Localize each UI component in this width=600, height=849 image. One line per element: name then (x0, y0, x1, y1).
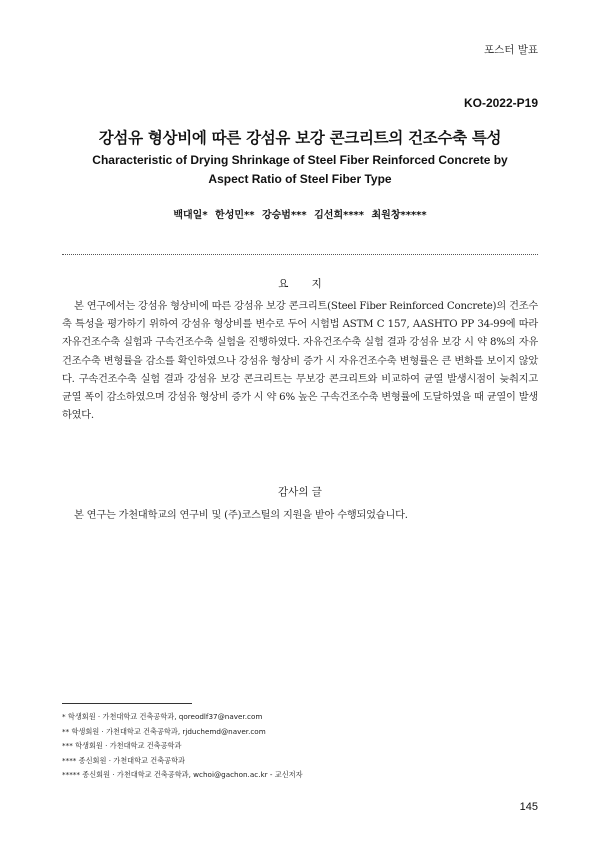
acknowledgement-body: 본 연구는 가천대학교의 연구비 및 (주)코스틸의 지원을 받아 수행되었습니다. (74, 510, 408, 521)
footnote-2: ** 학생회원 · 가천대학교 건축공학과, rjduchemd@naver.com (62, 726, 266, 736)
section-divider (62, 254, 538, 255)
footnote-4: **** 종신회원 · 가천대학교 건축공학과 (62, 755, 186, 765)
author-list: 백대일* 한성민** 강승범*** 김선희**** 최원창***** (173, 210, 427, 221)
acknowledgement-heading: 감사의 글 (278, 486, 322, 498)
footnote-1: * 학생회원 · 가천대학교 건축공학과, qoreodlf37@naver.com (62, 712, 263, 721)
title-english: Characteristic of Drying Shrinkage of Steel Fiber Reinforced Concrete by Aspect Ratio of Steel Fiber Type (92, 153, 508, 186)
abstract-heading: 요 지 (278, 278, 332, 290)
footnotes (62, 710, 303, 783)
footnote-3: *** 학생회원 · 가천대학교 건축공학과 (62, 741, 182, 751)
abstract-body: 본 연구에서는 강섬유 형상비에 따른 강섬유 보강 콘크리트(Steel Fiber Reinforced Concrete)의 건조수축 특성을 평가하기 위하여 강섬유 형상비를 변수로 두어 시험법 ASTM C 157, AASHTO PP 34-99에 따라 자유건조수축 실험과 구속건조수축 실험을 진행하였다. 자유건조수축 실험 결과 강섬유 보강 시 약 8%의 자유건조수축 변형률을 감소를 확인하였으나 강섬유 형상비 증가 시 자유건조수축 변형률은 큰 변화를 보이지 않았다. 구속건조수축 실험 결과 강섬유 보강 콘크리트는 무보강 콘크리트와 비교하여 균열 발생시점이 늦춰지고 균열 폭이 감소하였으며 강섬유 형상비 증가 시 약 6% 높은 구속건조수축 변형률에 도달하였을 때 균열이 발생하였다. (62, 301, 538, 422)
title-korean: 강섬유 형상비에 따른 강섬유 보강 콘크리트의 건조수축 특성 (98, 129, 502, 147)
page-number: 145 (519, 801, 538, 813)
footnote-divider (62, 703, 192, 704)
paper-id: KO-2022-P19 (463, 96, 538, 110)
footnote-5: ***** 종신회원 · 가천대학교 건축공학과, wchoi@gachon.ac.kr - 교신저자 (62, 770, 303, 780)
category-label: 포스터 발표 (483, 44, 538, 56)
